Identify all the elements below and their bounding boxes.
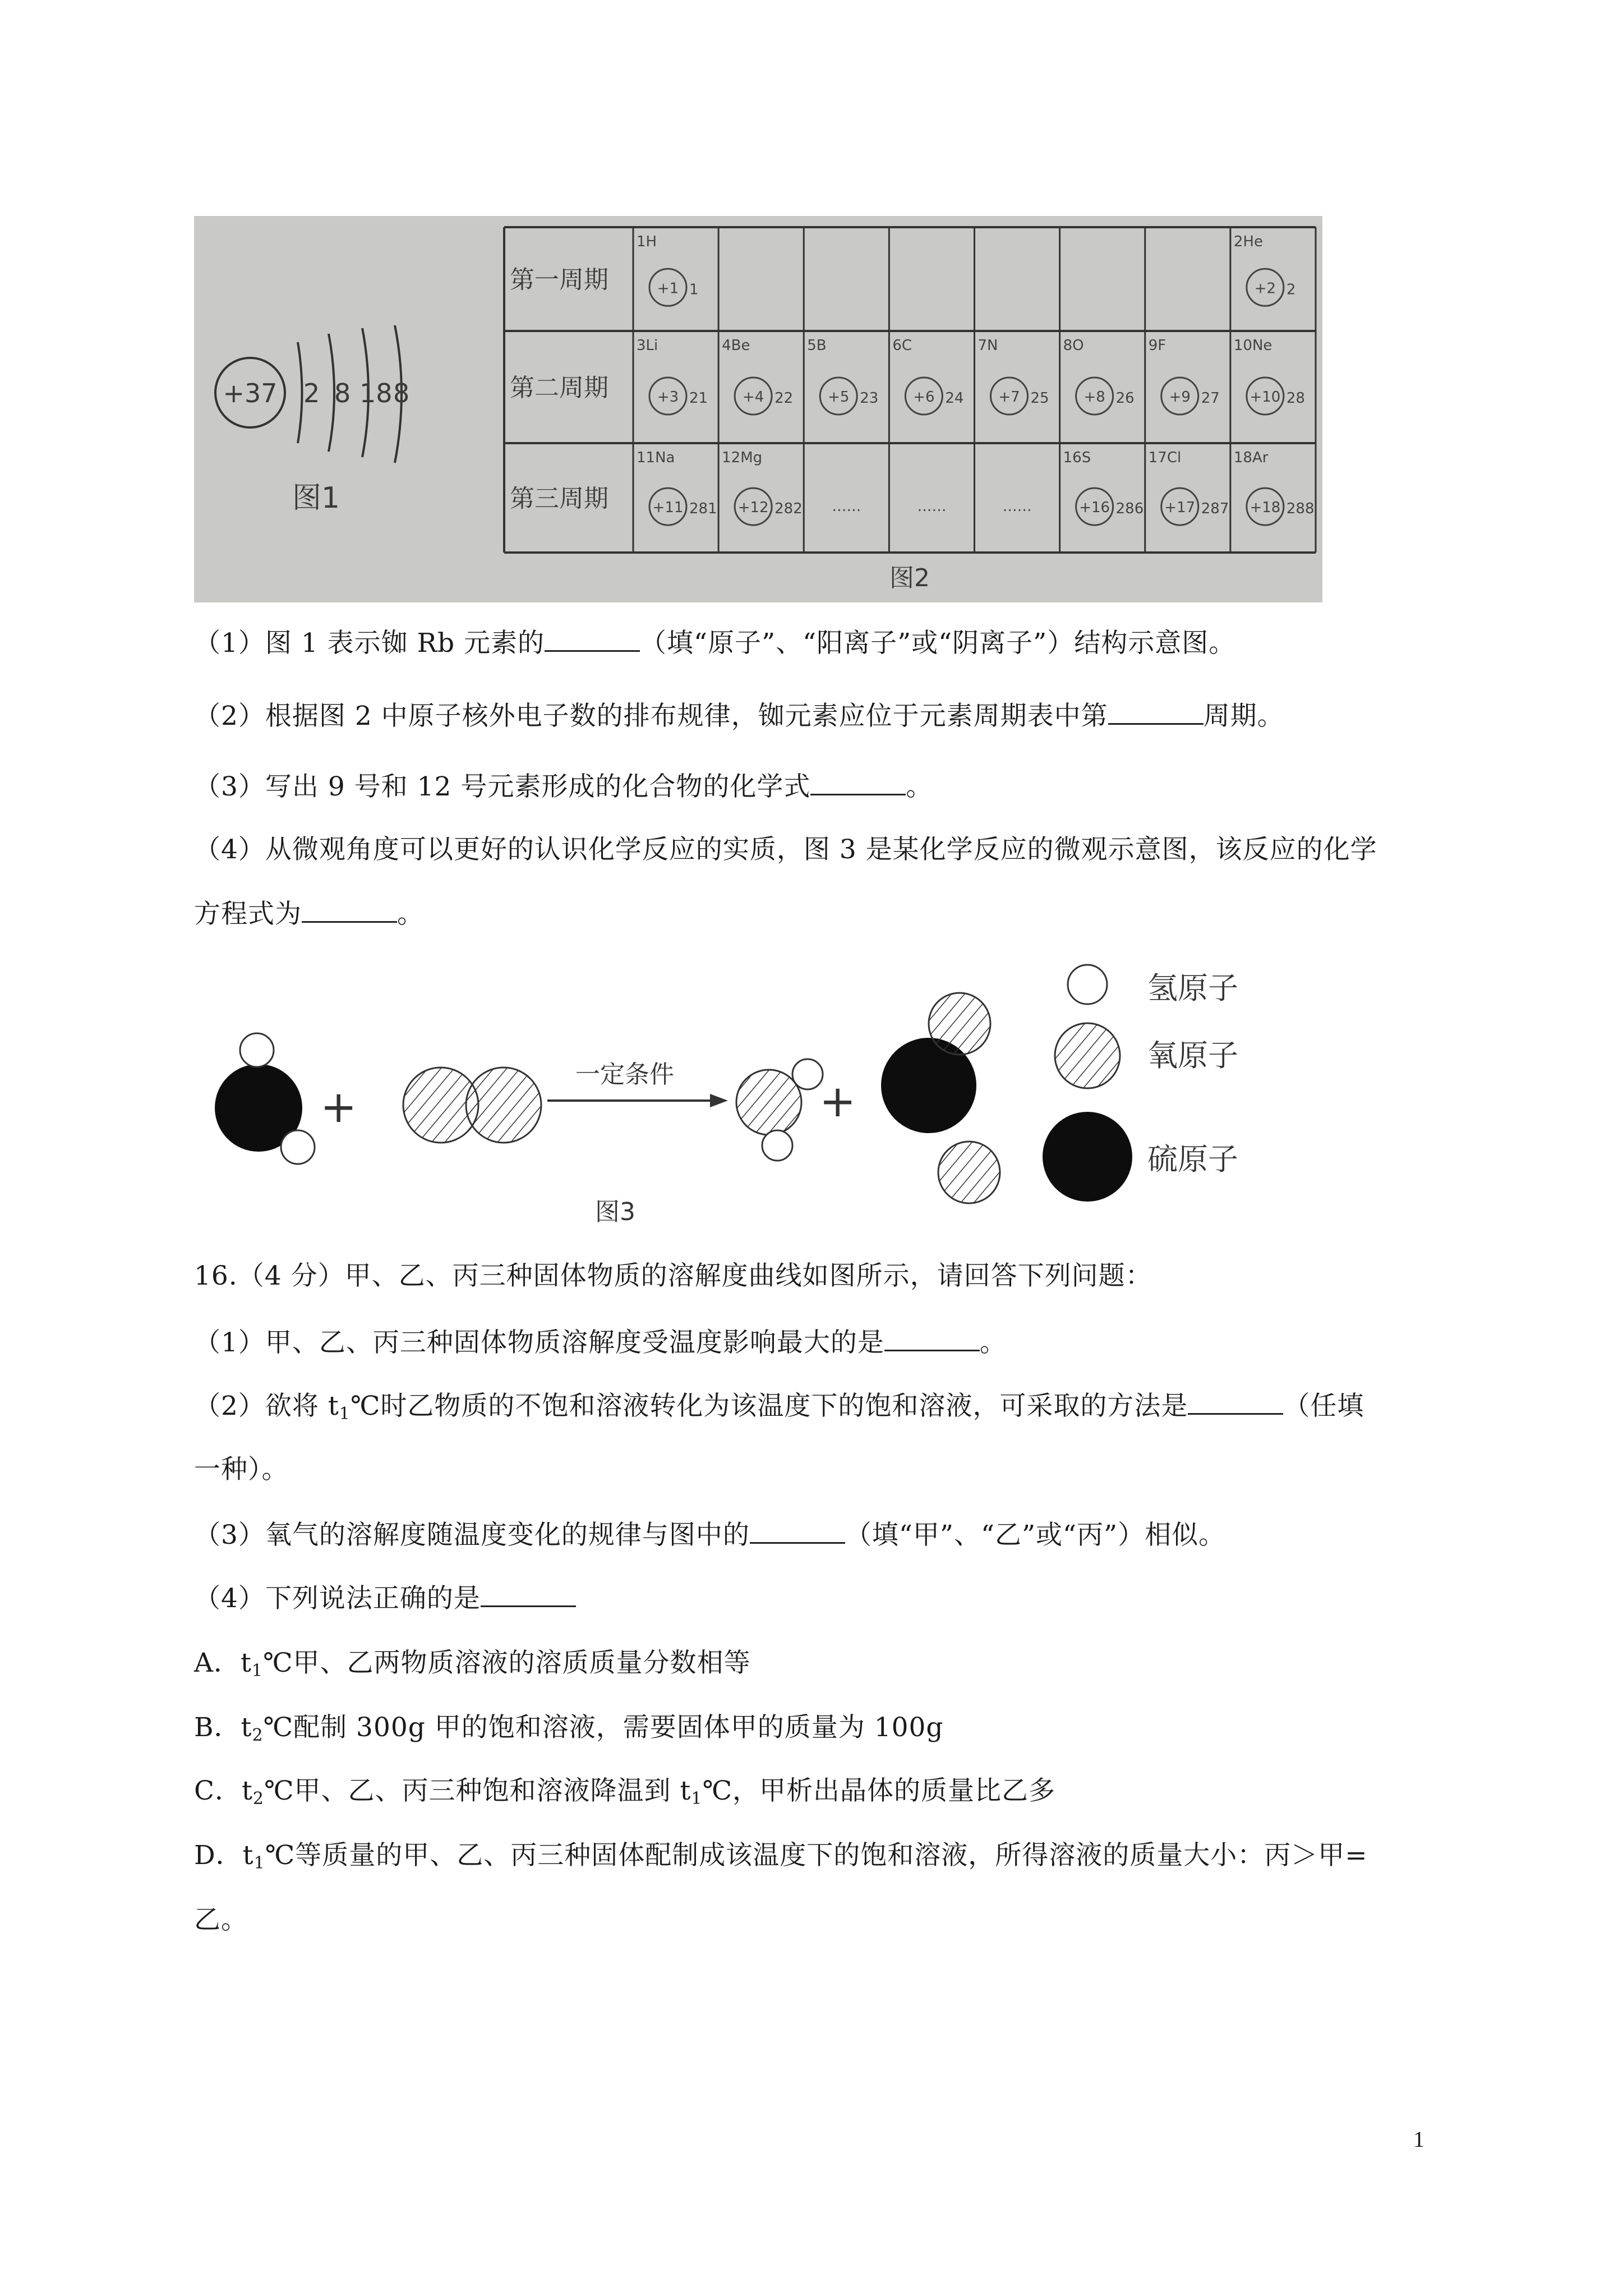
element-symbol: 11Na xyxy=(637,449,675,466)
q16-part2-text-end: （任填 xyxy=(1283,1391,1364,1421)
element-nucleus: +7 xyxy=(998,389,1020,406)
element-nucleus: +3 xyxy=(657,389,679,406)
element-symbol: 3Li xyxy=(637,337,658,354)
plus-sign-1: + xyxy=(320,1082,357,1133)
ellipsis: …… xyxy=(917,498,947,516)
element-symbol: 5B xyxy=(807,337,827,354)
legend-sulfur: 硫原子 xyxy=(1147,1142,1238,1177)
q16-option-b[interactable] xyxy=(194,1711,944,1752)
rb-shell-2: 8 xyxy=(334,378,351,408)
plus-sign-2: + xyxy=(819,1076,856,1127)
option-a-label: A．t xyxy=(194,1648,252,1678)
figure-1-label: 图1 xyxy=(292,481,340,515)
element-electrons: 27 xyxy=(1201,390,1220,407)
figure-2-label: 图2 xyxy=(889,564,930,592)
q16-title: 16.（4 分）甲、乙、丙三种固体物质的溶解度曲线如图所示，请回答下列问题： xyxy=(194,1260,1152,1291)
option-a-text: ℃甲、乙两物质溶液的溶质质量分数相等 xyxy=(262,1648,751,1678)
element-electrons: 25 xyxy=(1030,390,1049,407)
option-c-text-end: ℃，甲析出晶体的质量比乙多 xyxy=(702,1775,1056,1806)
rb-atom-structure xyxy=(215,325,409,515)
legend-hydrogen: 氢原子 xyxy=(1147,970,1238,1006)
q15-part4-line2 xyxy=(194,896,424,931)
element-symbol: 12Mg xyxy=(722,449,763,466)
figure-1-2-image xyxy=(194,216,1322,602)
q16-option-d-line2: 乙。 xyxy=(194,1904,248,1935)
element-electrons: 2 xyxy=(1286,281,1296,298)
q16-part1-text-end: 。 xyxy=(979,1327,1007,1358)
subscript: 1 xyxy=(251,1661,263,1681)
figure-3-label: 图3 xyxy=(595,1198,635,1226)
ellipsis: …… xyxy=(1002,498,1032,516)
answer-blank[interactable] xyxy=(302,896,397,923)
element-electrons: 23 xyxy=(860,390,879,407)
q16-part2-text: （2）欲将 t xyxy=(194,1391,339,1421)
answer-blank[interactable] xyxy=(545,625,640,652)
element-nucleus: +9 xyxy=(1169,389,1191,406)
rb-shell-4: 8 xyxy=(393,378,410,408)
q15-part1 xyxy=(194,625,1235,660)
element-symbol: 17Cl xyxy=(1148,449,1182,466)
subscript: 1 xyxy=(339,1404,351,1424)
rb-nucleus: +37 xyxy=(223,378,278,408)
element-nucleus: +18 xyxy=(1249,499,1281,517)
answer-blank[interactable] xyxy=(750,1517,845,1544)
answer-blank[interactable] xyxy=(810,769,906,795)
ellipsis: …… xyxy=(832,498,861,516)
q16-part2-line2: 一种）。 xyxy=(194,1454,289,1485)
answer-blank[interactable] xyxy=(1188,1388,1283,1415)
element-electrons: 282 xyxy=(774,500,803,518)
answer-blank[interactable] xyxy=(884,1325,980,1351)
option-d-label: D．t xyxy=(194,1840,254,1871)
q15-part2-text: （2）根据图 2 中原子核外电子数的排布规律，铷元素应位于元素周期表中第 xyxy=(194,701,1108,731)
q15-part3-text-end: 。 xyxy=(906,771,933,802)
element-symbol: 4Be xyxy=(722,337,750,354)
period-label: 第一周期 xyxy=(510,265,608,295)
o2-molecule xyxy=(403,1068,541,1143)
period-label: 第二周期 xyxy=(510,374,608,402)
element-symbol: 6C xyxy=(892,337,912,354)
subscript: 1 xyxy=(253,1853,265,1873)
q16-option-d-line1[interactable] xyxy=(194,1839,1368,1880)
q16-option-c[interactable] xyxy=(194,1774,1055,1816)
q15-part3 xyxy=(194,769,933,804)
q16-part4 xyxy=(194,1581,576,1616)
q15-part2-text-end: 周期。 xyxy=(1203,701,1284,731)
rb-shell-1: 2 xyxy=(303,378,320,408)
q16-part2-line1 xyxy=(194,1388,1364,1431)
subscript: 2 xyxy=(252,1789,264,1809)
element-nucleus: +17 xyxy=(1164,499,1196,517)
element-symbol: 7N xyxy=(978,337,998,354)
element-electrons: 22 xyxy=(774,390,794,407)
q16-option-a[interactable] xyxy=(194,1646,751,1688)
subscript: 1 xyxy=(691,1789,703,1809)
element-nucleus: +12 xyxy=(737,499,769,517)
element-electrons: 1 xyxy=(689,281,699,298)
element-nucleus: +5 xyxy=(828,389,850,406)
element-electrons: 288 xyxy=(1286,500,1315,518)
h2s-molecule xyxy=(215,1033,315,1164)
element-nucleus: +11 xyxy=(652,499,684,517)
element-symbol: 16S xyxy=(1063,449,1091,466)
q15-part1-text: （1）图 1 表示铷 Rb 元素的 xyxy=(194,628,545,659)
rb-shell-3: 18 xyxy=(359,378,393,408)
q16-part4-text: （4）下列说法正确的是 xyxy=(194,1583,481,1614)
element-symbol: 18Ar xyxy=(1233,449,1269,466)
q16-part3 xyxy=(194,1517,1225,1552)
answer-blank[interactable] xyxy=(481,1581,576,1607)
so2-molecule xyxy=(881,993,1000,1203)
option-c-label: C．t xyxy=(194,1775,253,1806)
period-label: 第三周期 xyxy=(510,484,608,513)
element-symbol: 10Ne xyxy=(1233,337,1272,354)
element-electrons: 287 xyxy=(1201,500,1229,518)
page-number: 1 xyxy=(1413,2127,1424,2152)
option-b-text: ℃配制 300g 甲的饱和溶液，需要固体甲的质量为 100g xyxy=(263,1712,944,1743)
element-nucleus: +8 xyxy=(1083,389,1105,406)
element-electrons: 286 xyxy=(1115,500,1144,518)
periodic-table-grid xyxy=(504,227,1316,553)
element-symbol: 9F xyxy=(1148,337,1166,354)
q16-part1-text: （1）甲、乙、丙三种固体物质溶解度受温度影响最大的是 xyxy=(194,1327,884,1358)
figure-3-legend xyxy=(1043,965,1238,1202)
q16-part3-text: （3）氧气的溶解度随温度变化的规律与图中的 xyxy=(194,1520,750,1550)
reaction-arrow xyxy=(547,1060,728,1107)
q16-part2-text-mid: ℃时乙物质的不饱和溶液转化为该温度下的饱和溶液，可采取的方法是 xyxy=(350,1391,1188,1421)
element-nucleus: +10 xyxy=(1249,389,1281,406)
element-electrons: 24 xyxy=(945,390,964,407)
element-nucleus: +1 xyxy=(657,280,679,297)
element-symbol: 1H xyxy=(637,233,657,250)
answer-blank[interactable] xyxy=(1108,698,1204,725)
figure-1-2-drawing xyxy=(194,216,1322,602)
q15-part3-text: （3）写出 9 号和 12 号元素形成的化合物的化学式 xyxy=(194,771,811,802)
figure-3-drawing xyxy=(194,954,1316,1245)
element-electrons: 28 xyxy=(1286,390,1305,407)
element-nucleus: +2 xyxy=(1254,280,1276,297)
element-nucleus: +4 xyxy=(742,389,764,406)
h2o-molecule xyxy=(736,1059,823,1161)
option-d-text: ℃等质量的甲、乙、丙三种固体配制成该温度下的饱和溶液，所得溶液的质量大小：丙＞甲= xyxy=(265,1840,1368,1871)
subscript: 2 xyxy=(252,1726,264,1745)
q16-part1 xyxy=(194,1325,1007,1360)
figure-3-reaction-diagram xyxy=(194,954,1316,1245)
q15-part4-line1: （4）从微观角度可以更好的认识化学反应的实质，图 3 是某化学反应的微观示意图，该反应的化学 xyxy=(194,834,1377,865)
element-symbol: 2He xyxy=(1233,233,1263,250)
q15-part2 xyxy=(194,698,1284,733)
reaction-condition: 一定条件 xyxy=(575,1060,674,1089)
element-electrons: 21 xyxy=(689,390,708,407)
option-c-text: ℃甲、乙、丙三种饱和溶液降温到 t xyxy=(264,1775,691,1806)
element-nucleus: +16 xyxy=(1079,499,1110,517)
q15-part4-text-end: 。 xyxy=(397,899,424,930)
element-symbol: 8O xyxy=(1063,337,1084,354)
legend-oxygen: 氧原子 xyxy=(1147,1038,1238,1073)
element-electrons: 26 xyxy=(1115,390,1135,407)
q16-part3-text-end: （填“甲”、“乙”或“丙”）相似。 xyxy=(845,1520,1226,1550)
q15-part4-text: 方程式为 xyxy=(194,899,302,930)
element-electrons: 281 xyxy=(689,500,717,518)
q15-part1-text-end: （填“原子”、“阳离子”或“阴离子”）结构示意图。 xyxy=(640,628,1236,659)
element-nucleus: +6 xyxy=(913,389,935,406)
option-b-label: B．t xyxy=(194,1712,252,1743)
